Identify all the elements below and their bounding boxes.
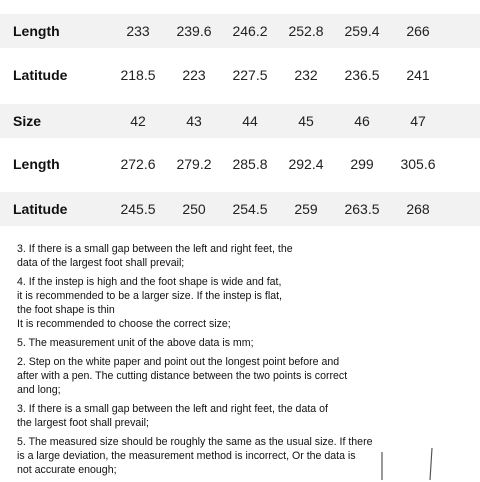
- table-cell: 236.5: [344, 67, 380, 83]
- table-cell: 227.5: [232, 67, 268, 83]
- table-cell: 259.4: [344, 23, 380, 39]
- table-cell: 42: [130, 113, 146, 129]
- table-cell: 279.2: [176, 156, 212, 172]
- table-cell: 252.8: [288, 23, 324, 39]
- table-row-length-2: [0, 147, 480, 181]
- note-item: 5. The measurement unit of the above data is mm;: [17, 337, 254, 349]
- table-cell: 223: [182, 67, 206, 83]
- note-item: 2. Step on the white paper and point out the longest point before and after with a pen. The cutting distance between the two points is correct and long;: [17, 356, 348, 396]
- row-label: Length: [13, 23, 60, 39]
- table-cell: 43: [186, 113, 202, 129]
- table-cell: 259: [294, 201, 318, 217]
- table-cell: 241: [406, 67, 430, 83]
- table-cell: 47: [410, 113, 426, 129]
- table-cell: 233: [126, 23, 150, 39]
- measurement-notes: [17, 242, 467, 482]
- table-row-latitude-1: [0, 58, 480, 92]
- note-item: 4. If the instep is high and the foot shape is wide and fat, it is recommended to be a larger size. If the instep is flat, the foot shape is thin It is recommended to choose the correct size;: [17, 276, 282, 330]
- table-cell: 268: [406, 201, 430, 217]
- measurement-illustration: [372, 448, 452, 480]
- table-cell: 245.5: [120, 201, 156, 217]
- table-cell: 266: [406, 23, 430, 39]
- table-cell: 254.5: [232, 201, 268, 217]
- table-cell: 285.8: [232, 156, 268, 172]
- table-row-size: [0, 104, 480, 138]
- table-cell: 44: [242, 113, 258, 129]
- row-label: Size: [13, 113, 42, 129]
- note-item: 3. If there is a small gap between the left and right feet, the data of the largest foot shall prevail;: [17, 403, 328, 429]
- table-cell: 263.5: [344, 201, 380, 217]
- table-cell: 46: [354, 113, 370, 129]
- table-cell: 299: [350, 156, 374, 172]
- row-label: Latitude: [13, 201, 68, 217]
- table-cell: 232: [294, 67, 318, 83]
- table-cell: 250: [182, 201, 206, 217]
- row-label: Latitude: [13, 67, 68, 83]
- table-cell: 272.6: [120, 156, 156, 172]
- table-cell: 239.6: [176, 23, 212, 39]
- note-item: 3. If there is a small gap between the left and right feet, the data of the largest foot shall prevail;: [17, 243, 293, 269]
- table-cell: 218.5: [120, 67, 156, 83]
- table-row-length-1: [0, 14, 480, 48]
- table-row-latitude-2: [0, 192, 480, 226]
- table-cell: 305.6: [400, 156, 436, 172]
- row-label: Length: [13, 156, 60, 172]
- table-cell: 292.4: [288, 156, 324, 172]
- note-item: 5. The measured size should be roughly the same as the usual size. If there is a large deviation, the measurement method is incorrect, Or the data is not accurate enough;: [17, 436, 373, 476]
- table-cell: 45: [298, 113, 314, 129]
- table-cell: 246.2: [232, 23, 268, 39]
